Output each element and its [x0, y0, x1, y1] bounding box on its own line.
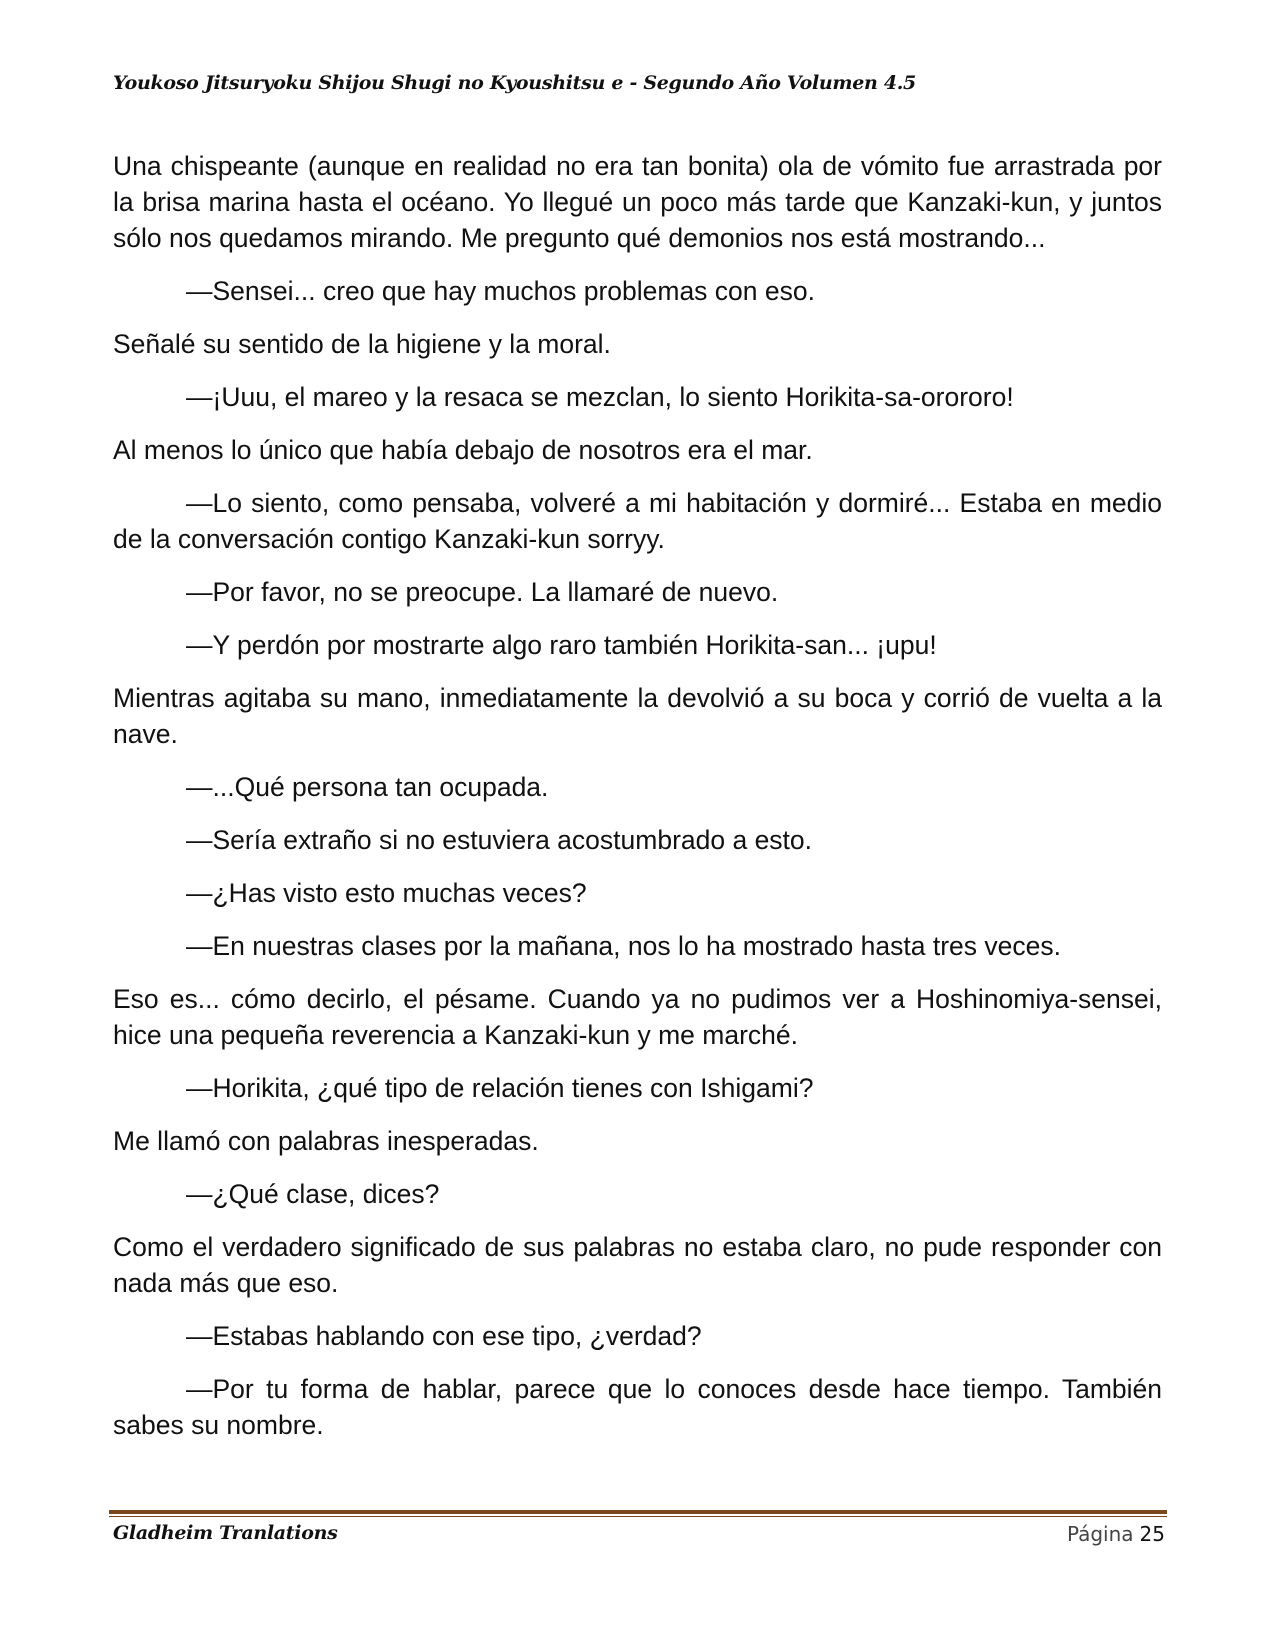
footer-divider-thick	[109, 1510, 1167, 1514]
paragraph: Una chispeante (aunque en realidad no era tan bonita) ola de vómito fue arrastrada por la brisa marina hasta el océano. Yo llegué un poco más tarde que Kanzaki-kun, y juntos sólo nos quedamos mirando. Me pregunto qué demonios nos está mostrando...	[113, 151, 1162, 253]
dialog-line: —En nuestras clases por la mañana, nos lo ha mostrado hasta tres veces.	[186, 931, 1061, 961]
dialog-line: —Sensei... creo que hay muchos problemas con eso.	[186, 276, 815, 306]
page-body	[113, 148, 1162, 1460]
dialog-line: —Por favor, no se preocupe. La llamaré de nuevo.	[186, 577, 779, 607]
footer-credit: Gladheim Tranlations	[113, 1522, 338, 1544]
paragraph: Me llamó con palabras inesperadas.	[113, 1126, 539, 1156]
dialog-line: —Sería extraño si no estuviera acostumbrado a esto.	[186, 825, 813, 855]
footer-divider-thin	[109, 1516, 1167, 1517]
dialog-line: —Estabas hablando con ese tipo, ¿verdad?	[186, 1321, 702, 1351]
page-number-block	[1067, 1522, 1165, 1546]
page-label: Página	[1066, 1522, 1134, 1546]
paragraph: Eso es... cómo decirlo, el pésame. Cuando ya no pudimos ver a Hoshinomiya-sensei, hice una pequeña reverencia a Kanzaki-kun y me marché.	[113, 984, 1162, 1050]
dialog-line: —Lo siento, como pensaba, volveré a mi habitación y dormiré... Estaba en medio de la conversación contigo Kanzaki-kun sorryy.	[113, 488, 1162, 554]
page-header-title: Youkoso Jitsuryoku Shijou Shugi no Kyoushitsu e - Segundo Año Volumen 4.5	[113, 72, 916, 94]
dialog-line: —Y perdón por mostrarte algo raro también Horikita-san... ¡upu!	[186, 630, 937, 660]
paragraph: Al menos lo único que había debajo de nosotros era el mar.	[113, 435, 813, 465]
paragraph: Señalé su sentido de la higiene y la moral.	[113, 329, 611, 359]
page-number: 25	[1139, 1522, 1165, 1546]
footer-divider	[109, 1510, 1167, 1517]
dialog-line: —¿Qué clase, dices?	[186, 1179, 440, 1209]
paragraph: Como el verdadero significado de sus palabras no estaba claro, no pude responder con nada más que eso.	[113, 1232, 1162, 1298]
paragraph: Mientras agitaba su mano, inmediatamente la devolvió a su boca y corrió de vuelta a la nave.	[113, 683, 1162, 749]
dialog-line: —Horikita, ¿qué tipo de relación tienes con Ishigami?	[186, 1073, 814, 1103]
dialog-line: —...Qué persona tan ocupada.	[186, 772, 549, 802]
dialog-line: —Por tu forma de hablar, parece que lo conoces desde hace tiempo. También sabes su nombre.	[113, 1374, 1162, 1440]
dialog-line: —¡Uuu, el mareo y la resaca se mezclan, lo siento Horikita-sa-orororo!	[186, 382, 1014, 412]
dialog-line: —¿Has visto esto muchas veces?	[186, 878, 587, 908]
